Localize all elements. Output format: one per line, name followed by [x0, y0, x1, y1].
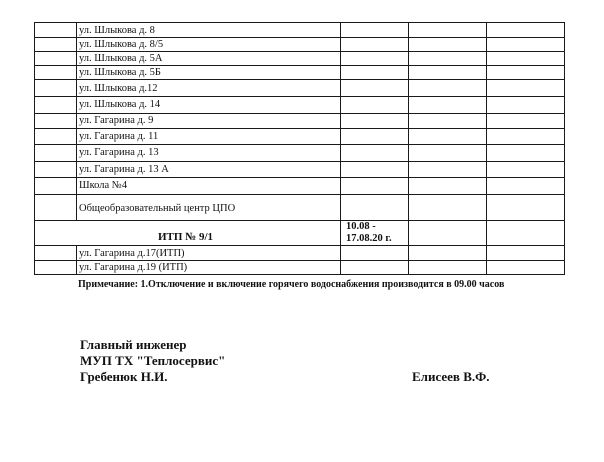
signature-name-left: Гребенюк Н.И.	[80, 369, 168, 384]
col-line	[76, 22, 77, 220]
address-cell: ул. Шлыкова д. 8	[79, 25, 155, 36]
address-cell: ул. Гагарина д. 13	[79, 147, 159, 158]
col-line	[486, 22, 487, 275]
signature-position: Главный инженер	[80, 337, 187, 352]
address-cell: ул. Гагарина д. 11	[79, 131, 159, 142]
col-line	[564, 22, 565, 275]
address-cell: ул. Гагарина д. 13 А	[79, 164, 169, 175]
address-cell: Школа №4	[79, 180, 128, 191]
address-cell: ул. Гагарина д.19 (ИТП)	[79, 262, 188, 273]
col-line	[340, 22, 341, 275]
signature-organization: МУП ТХ "Теплосервис"	[80, 353, 226, 368]
date-range-end: 17.08.20 г.	[346, 233, 392, 244]
address-cell: ул. Шлыкова д. 8/5	[79, 39, 164, 50]
date-range-start: 10.08 -	[346, 221, 376, 232]
footnote: Примечание: 1.Отключение и включение горячего водоснабжения производится в 09.00 часов	[78, 279, 505, 290]
col-line	[34, 22, 35, 275]
address-cell: ул. Шлыкова д. 5А	[79, 53, 163, 64]
col-line	[76, 245, 77, 275]
signature-name-right: Елисеев В.Ф.	[412, 369, 490, 384]
col-line	[408, 22, 409, 275]
address-cell: Общеобразовательный центр ЦПО	[79, 203, 236, 214]
address-cell: ул. Гагарина д.17(ИТП)	[79, 248, 185, 259]
address-cell: ул. Гагарина д. 9	[79, 115, 154, 126]
address-cell: ул. Шлыкова д. 14	[79, 99, 161, 110]
group-title: ИТП № 9/1	[158, 231, 214, 243]
address-cell: ул. Шлыкова д.12	[79, 83, 158, 94]
address-cell: ул. Шлыкова д. 5Б	[79, 67, 161, 78]
